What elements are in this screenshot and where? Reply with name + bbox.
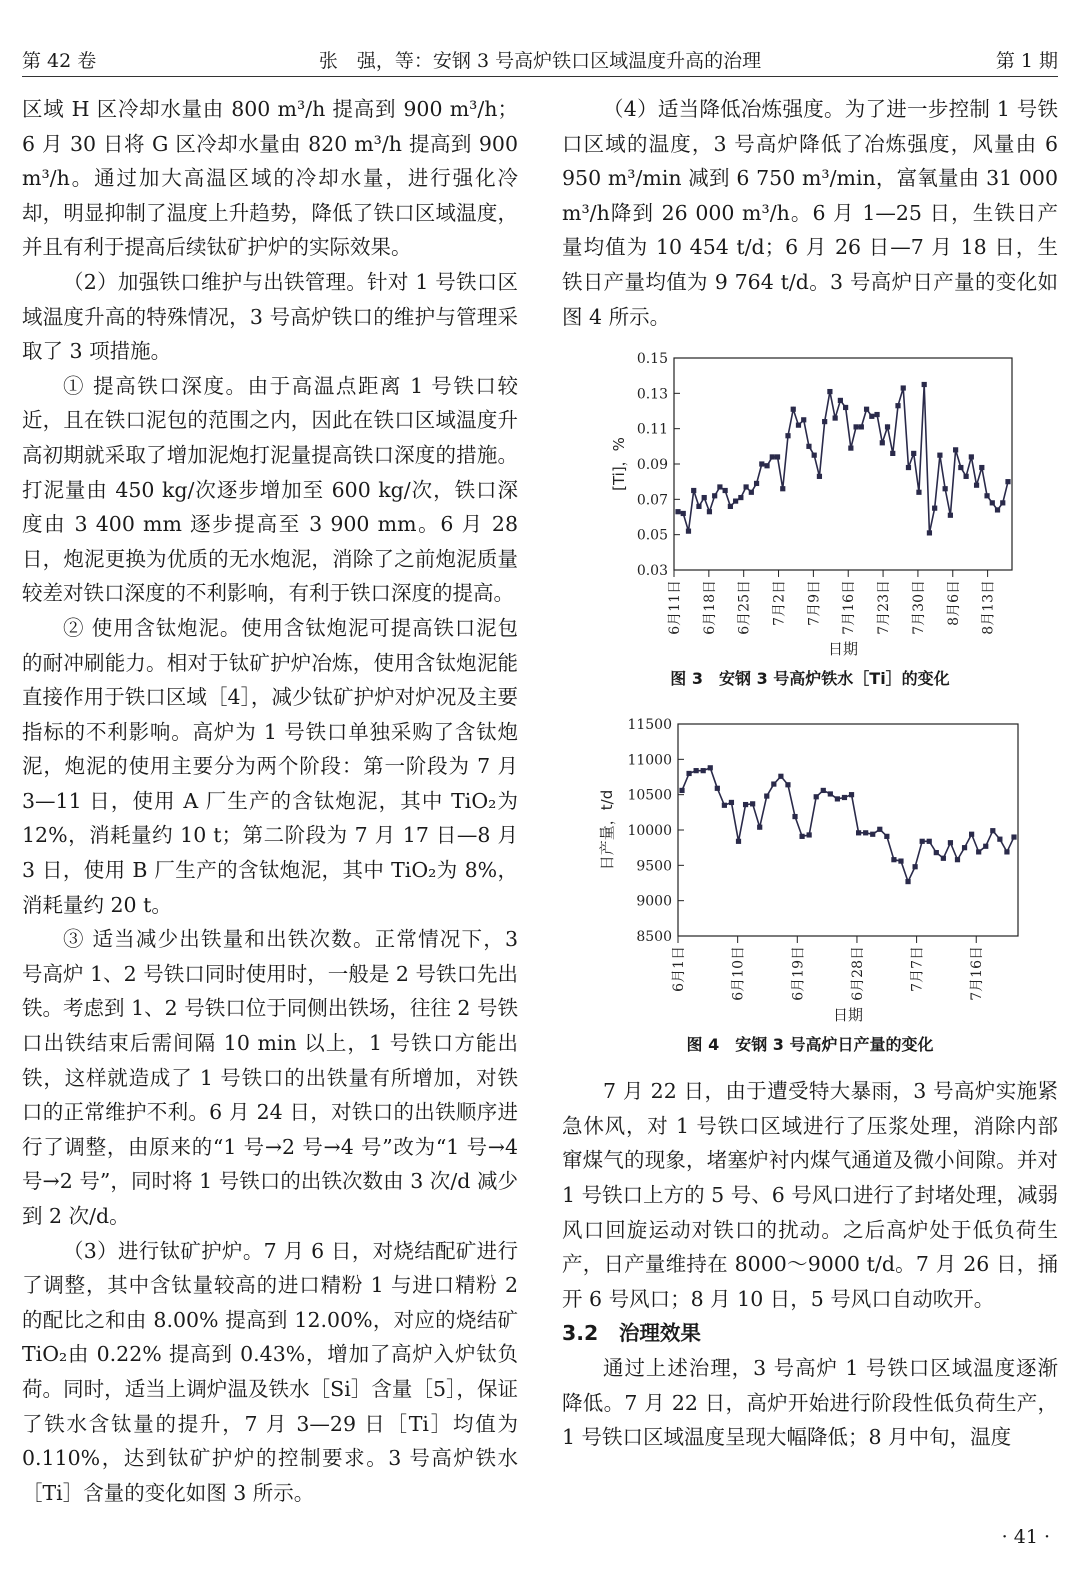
- paragraph: 区域 H 区冷却水量由 800 m³/h 提高到 900 m³/h；6 月 30 日将 G 区冷却水量由 820 m³/h 提高到 900 m³/h。通过加大高温区域的冷却水量，进行强化冷却，明显抑制了温度上升趋势，降低了铁口区域温度，并且有利于提高后续钛矿护炉的实际效果。: [22, 97, 518, 260]
- data-point: [895, 403, 900, 408]
- y-tick-label: 0.05: [636, 527, 668, 544]
- data-point: [943, 486, 948, 491]
- data-point: [990, 500, 995, 505]
- data-point: [733, 499, 738, 504]
- data-point: [874, 412, 879, 417]
- data-point: [963, 474, 968, 479]
- data-point: [822, 419, 827, 424]
- figure-4-caption: 图 4 安钢 3 号高炉日产量的变化: [686, 1035, 934, 1055]
- data-point: [817, 474, 822, 479]
- paragraph: ② 使用含钛炮泥。使用含钛炮泥可提高铁口泥包的耐冲刷能力。相对于钛矿护炉冶炼，使用含钛炮泥能直接作用于铁口区域［4］，减少钛矿护炉对炉况及主要指标的不利影响。高炉为 1 号铁口单独采购了含钛炮泥，炮泥的使用主要分为两个阶段：第一阶段为 7 月 3—11 日，使用 A 厂生产的含钛炮泥，其中 TiO₂为 12%，消耗量约 10 t；第二阶段为 7 月 17 日—8 月 3 日，使用 B 厂生产的含钛炮泥，其中 TiO₂为 8%，消耗量约 20 t。: [22, 615, 518, 917]
- figure-3: [562, 350, 1058, 690]
- data-point: [869, 414, 874, 419]
- data-point: [722, 803, 727, 808]
- data-point: [723, 488, 728, 493]
- data-point: [838, 398, 843, 403]
- x-tick-label: 7月2日: [771, 580, 788, 626]
- data-point: [962, 845, 967, 850]
- data-point: [775, 454, 780, 459]
- paragraph: （4）适当降低冶炼强度。为了进一步控制 1 号铁口区域的温度，3 号高炉降低了冶炼强度，风量由 6 950 m³/min 减到 6 750 m³/min，富氧量由 31 000 m³/h降到 26 000 m³/h。6 月 1—25 日，生铁日产量均值为 10 454 t/d；6 月 26 日—7 月 18 日，生铁日产量均值为 9 764 t/d。3 号高炉日产量的变化如图 4 所示。: [562, 97, 1058, 329]
- data-point: [849, 792, 854, 797]
- data-point: [750, 801, 755, 806]
- y-axis-title: 日产量，t/d: [598, 789, 616, 871]
- data-point: [833, 416, 838, 421]
- data-point: [927, 530, 932, 535]
- data-point: [864, 407, 869, 412]
- data-point: [707, 509, 712, 514]
- x-tick-label: 6月18日: [701, 580, 718, 635]
- x-tick-label: 6月25日: [736, 580, 753, 635]
- data-point: [792, 814, 797, 819]
- y-tick-label: 10000: [627, 823, 672, 840]
- data-point: [749, 490, 754, 495]
- article-title: 张 强，等：安钢 3 号高炉铁口区域温度升高的治理: [318, 50, 762, 72]
- data-point: [990, 828, 995, 833]
- paragraph: （3）进行钛矿护炉。7 月 6 日，对烧结配矿进行了调整，其中含钛量较高的进口精粉 1 与进口精粉 2 的配比之和由 8.00% 提高到 12.00%，对应的烧结矿 TiO₂由 0.22% 提高到 0.43%，增加了高炉入炉钛负荷。同时，适当上调炉温及铁水［Si］含量［5］，保证了铁水含钛量的提升，7 月 3—29 日［Ti］均值为 0.110%，达到钛矿护炉的控制要求。3 号高炉铁水［Ti］含量的变化如图 3 所示。: [22, 1238, 518, 1505]
- data-point: [901, 386, 906, 391]
- y-tick-label: 11000: [627, 752, 672, 769]
- ti-chart: [562, 350, 1058, 668]
- data-point: [821, 788, 826, 793]
- page-number: · 41 ·: [1001, 1526, 1050, 1548]
- data-point: [884, 834, 889, 839]
- data-point: [729, 800, 734, 805]
- paragraph: ① 提高铁口深度。由于高温点距离 1 号铁口较近，且在铁口泥包的范围之内，因此在铁口区域温度升高初期就采取了增加泥炮打泥量提高铁口深度的措施。打泥量由 450 kg/次逐步增加至 600 kg/次，铁口深度由 3 400 mm 逐步提高至 3 900 mm。6 月 28 日，炮泥更换为优质的无水炮泥，消除了之前炮泥质量较差对铁口深度的不利影响，有利于铁口深度的提高。: [22, 373, 518, 606]
- x-tick-label: 6月28日: [849, 946, 866, 1001]
- data-point: [796, 423, 801, 428]
- data-point: [686, 771, 691, 776]
- data-point: [701, 768, 706, 773]
- data-point: [848, 446, 853, 451]
- right-column: [562, 92, 1058, 1455]
- series-line: [678, 385, 1008, 533]
- paragraph: ③ 适当减少出铁量和出铁次数。正常情况下，3 号高炉 1、2 号铁口同时使用时，一般是 2 号铁口先出铁。考虑到 1、2 号铁口位于同侧出铁场，往往 2 号铁口出铁结束后需间隔 10 min 以上，1 号铁口方能出铁，这样就造成了 1 号铁口的出铁量有所增加，对铁口的正常维护不利。6 月 24 日，对铁口的出铁顺序进行了调整，由原来的“1 号→2 号→4 号”改为“1 号→4 号→2 号”，同时将 1 号铁口的出铁次数由 3 次/d 减少到 2 次/d。: [22, 927, 518, 1228]
- data-point: [764, 794, 769, 799]
- data-point: [922, 382, 927, 387]
- data-point: [807, 833, 812, 838]
- figure-3-caption: 图 3 安钢 3 号高炉铁水［Ti］的变化: [670, 669, 950, 689]
- x-tick-label: 6月19日: [790, 946, 807, 1001]
- data-point: [916, 490, 921, 495]
- y-tick-label: 0.13: [636, 386, 668, 403]
- data-point: [979, 465, 984, 470]
- data-point: [812, 453, 817, 458]
- data-point: [906, 465, 911, 470]
- data-point: [859, 424, 864, 429]
- data-point: [754, 481, 759, 486]
- data-point: [932, 506, 937, 511]
- y-tick-label: 0.09: [636, 457, 668, 474]
- data-point: [953, 447, 958, 452]
- data-point: [969, 454, 974, 459]
- data-point: [814, 794, 819, 799]
- data-point: [1011, 835, 1016, 840]
- x-tick-label: 6月10日: [730, 946, 747, 1001]
- data-point: [717, 485, 722, 490]
- data-point: [997, 837, 1002, 842]
- x-tick-label: 6月11日: [667, 580, 683, 635]
- paragraph: （2）加强铁口维护与出铁管理。针对 1 号铁口区域温度升高的特殊情况，3 号高炉铁口的维护与管理采取了 3 项措施。: [22, 269, 518, 364]
- data-point: [842, 795, 847, 800]
- y-tick-label: 10500: [627, 787, 672, 804]
- y-axis-title: [Ti]，%: [610, 437, 628, 492]
- running-header: [22, 40, 1058, 77]
- data-point: [905, 879, 910, 884]
- data-point: [911, 451, 916, 456]
- data-point: [708, 765, 713, 770]
- data-point: [995, 507, 1000, 512]
- data-point: [870, 832, 875, 837]
- data-point: [927, 839, 932, 844]
- x-tick-label: 7月16日: [969, 946, 986, 1001]
- data-point: [976, 849, 981, 854]
- x-tick-label: 7月9日: [806, 580, 823, 626]
- data-point: [958, 465, 963, 470]
- x-tick-label: 6月1日: [671, 946, 687, 992]
- data-point: [780, 486, 785, 491]
- plot-frame: [678, 724, 1018, 936]
- output-chart: [562, 716, 1058, 1034]
- data-point: [974, 483, 979, 488]
- y-tick-label: 11500: [627, 717, 672, 734]
- data-point: [937, 453, 942, 458]
- data-point: [738, 495, 743, 500]
- x-tick-label: 8月6日: [945, 580, 962, 626]
- data-point: [969, 832, 974, 837]
- data-point: [799, 834, 804, 839]
- paragraph: 通过上述治理，3 号高炉 1 号铁口区域温度逐渐降低。7 月 22 日，高炉开始进行阶段性低负荷生产，1 号铁口区域温度呈现大幅降低；8 月中旬，温度: [562, 1355, 1058, 1450]
- y-tick-label: 0.11: [636, 421, 668, 438]
- figure-4: [562, 716, 1058, 1056]
- data-point: [863, 830, 868, 835]
- data-point: [702, 495, 707, 500]
- data-point: [941, 856, 946, 861]
- data-point: [764, 463, 769, 468]
- issue-label: 第 1 期: [995, 50, 1058, 72]
- data-point: [920, 839, 925, 844]
- data-point: [898, 859, 903, 864]
- data-point: [984, 493, 989, 498]
- y-tick-label: 9500: [636, 858, 672, 875]
- plot-frame: [674, 358, 1012, 570]
- data-point: [728, 504, 733, 509]
- data-point: [759, 462, 764, 467]
- y-tick-label: 8500: [636, 929, 672, 946]
- x-tick-label: 7月7日: [909, 946, 926, 992]
- volume-label: 第 42 卷: [22, 50, 97, 72]
- section-heading: 3.2 治理效果: [562, 1321, 701, 1346]
- data-point: [743, 802, 748, 807]
- data-point: [771, 782, 776, 787]
- data-point: [891, 857, 896, 862]
- data-point: [675, 509, 680, 514]
- data-point: [801, 417, 806, 422]
- data-point: [778, 774, 783, 779]
- data-point: [948, 840, 953, 845]
- data-point: [843, 405, 848, 410]
- data-point: [877, 827, 882, 832]
- data-point: [955, 857, 960, 862]
- y-tick-label: 0.15: [636, 351, 668, 368]
- data-point: [757, 825, 762, 830]
- y-tick-label: 9000: [636, 893, 672, 910]
- series-line: [682, 768, 1014, 882]
- data-point: [1000, 500, 1005, 505]
- x-tick-label: 7月30日: [910, 580, 927, 635]
- data-point: [806, 444, 811, 449]
- x-tick-label: 7月16日: [841, 580, 858, 635]
- data-point: [712, 493, 717, 498]
- data-point: [691, 488, 696, 493]
- y-tick-label: 0.03: [636, 563, 668, 580]
- data-point: [983, 844, 988, 849]
- data-point: [770, 454, 775, 459]
- data-point: [686, 529, 691, 534]
- data-point: [934, 850, 939, 855]
- data-point: [828, 792, 833, 797]
- data-point: [948, 513, 953, 518]
- left-column: [22, 92, 518, 1510]
- data-point: [743, 485, 748, 490]
- x-tick-label: 7月23日: [876, 580, 893, 635]
- data-point: [890, 451, 895, 456]
- data-point: [681, 511, 686, 516]
- data-point: [696, 504, 701, 509]
- data-point: [827, 389, 832, 394]
- data-point: [856, 830, 861, 835]
- y-tick-label: 0.07: [636, 492, 668, 509]
- data-point: [853, 424, 858, 429]
- x-axis-title: 日期: [827, 640, 859, 659]
- data-point: [715, 786, 720, 791]
- paragraph: 7 月 22 日，由于遭受特大暴雨，3 号高炉实施紧急休风，对 1 号铁口区域进行了压浆处理，消除内部窜煤气的现象，堵塞炉衬内煤气通道及微小间隙。并对 1 号铁口上方的 5 号、6 号风口进行了封堵处理，减弱风口回旋运动对铁口的扰动。之后高炉处于低负荷生产，日产量维持在 8000～9000 t/d。7 月 26 日，捅开 6 号风口；8 月 10 日，5 号风口自动吹开。: [562, 1079, 1058, 1311]
- data-point: [1005, 479, 1010, 484]
- data-point: [913, 864, 918, 869]
- data-point: [694, 768, 699, 773]
- x-tick-label: 8月13日: [980, 580, 997, 635]
- data-point: [791, 407, 796, 412]
- x-axis-title: 日期: [832, 1006, 864, 1025]
- data-point: [885, 424, 890, 429]
- data-point: [785, 433, 790, 438]
- data-point: [835, 796, 840, 801]
- data-point: [679, 788, 684, 793]
- data-point: [1004, 849, 1009, 854]
- data-point: [785, 782, 790, 787]
- data-point: [736, 839, 741, 844]
- data-point: [880, 440, 885, 445]
